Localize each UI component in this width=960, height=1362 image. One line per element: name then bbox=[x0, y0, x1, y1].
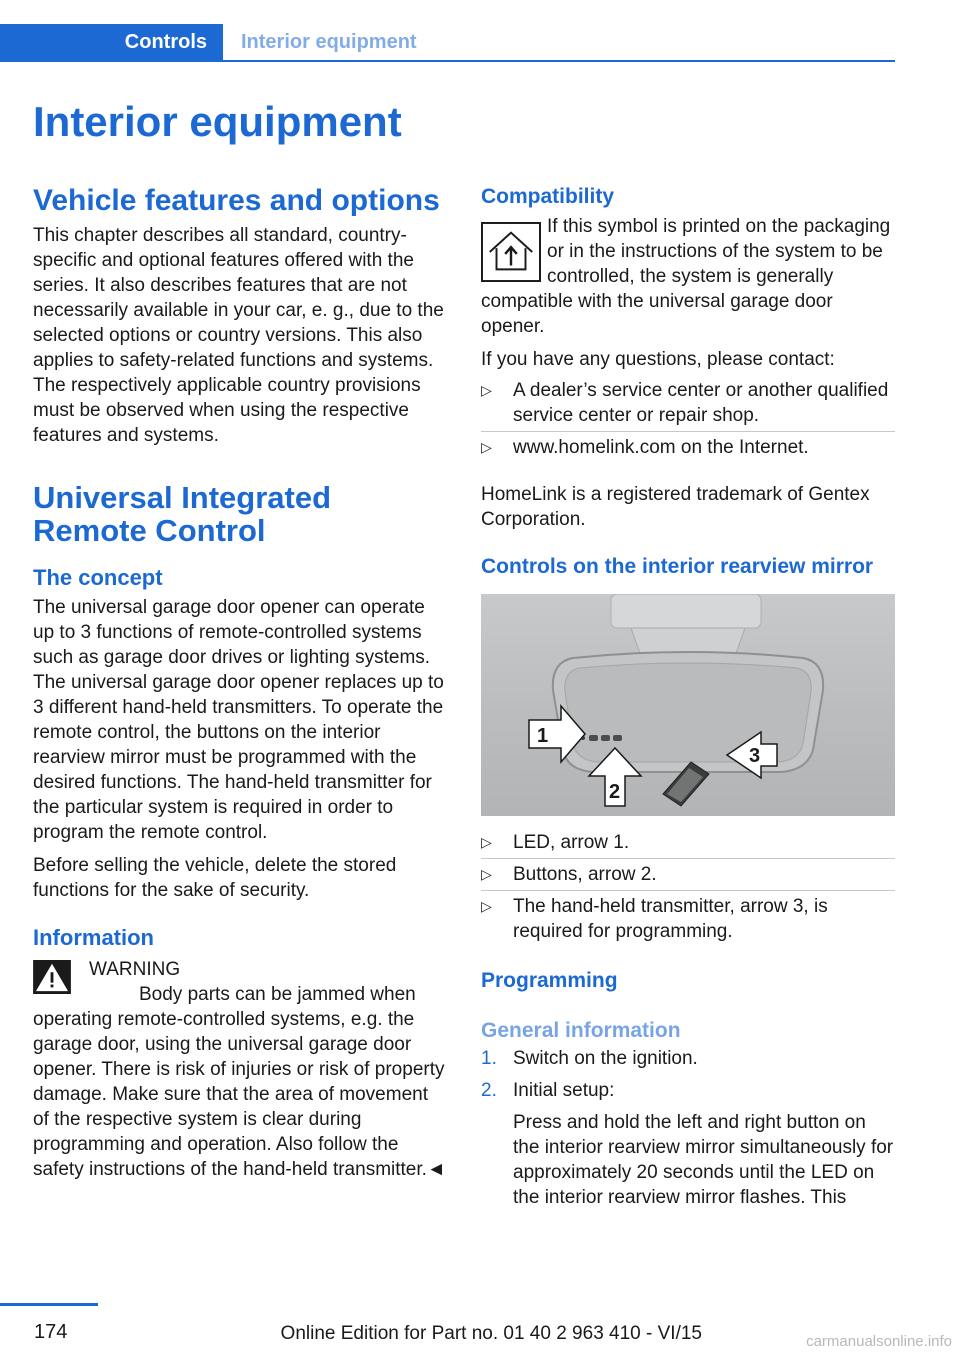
list-item bbox=[481, 1046, 895, 1071]
list-item bbox=[481, 435, 895, 460]
control-item-text: Buttons, arrow 2. bbox=[513, 864, 657, 885]
step-number: 1. bbox=[481, 1048, 497, 1069]
home-upload-icon bbox=[481, 222, 541, 282]
trademark-paragraph: HomeLink is a registered trademark of Gentex Corporation. bbox=[481, 484, 870, 530]
callout-3: 3 bbox=[749, 745, 761, 767]
right-column bbox=[481, 184, 895, 1217]
header-topic-label: Interior equipment bbox=[241, 31, 417, 53]
left-column bbox=[33, 184, 448, 1182]
list-item bbox=[481, 894, 895, 944]
heading-uirc: Universal Integrated Remote Control bbox=[33, 480, 332, 548]
warning-text: Body parts can be jammed when operating remote-controlled systems, e.g. the garage door, using the universal garage door opener. There is risk of injuries or risk of property damage. Make sure that the area of movement of the respective system is clear during programming and operation. Also follow the safety instructions of the hand-held transmitter.◄ bbox=[33, 984, 446, 1180]
page-title: Interior equipment bbox=[33, 98, 402, 145]
contact-item-text: A dealer’s service center or another qualified service center or repair shop. bbox=[513, 380, 889, 426]
compat-paragraph: If this symbol is printed on the packaging or in the instructions of the system to be controlled, the system is generally compatible with the universal garage door opener. bbox=[481, 216, 891, 337]
contacts-list bbox=[481, 378, 895, 460]
control-item-text: LED, arrow 1. bbox=[513, 832, 630, 853]
list-item bbox=[481, 1078, 895, 1210]
step-number: 2. bbox=[481, 1080, 497, 1101]
heading-programming: Programming bbox=[481, 969, 618, 992]
homelink-icon-box bbox=[481, 222, 541, 282]
control-item-text: The hand-held transmitter, arrow 3, is required for programming. bbox=[513, 896, 828, 942]
footer-accent-bar bbox=[0, 1303, 98, 1306]
heading-mirror-controls: Controls on the interior rearview mirror bbox=[481, 555, 874, 578]
header-section-tab[interactable] bbox=[0, 24, 223, 62]
heading-information: Information bbox=[33, 925, 154, 950]
step-text: Switch on the ignition. bbox=[513, 1048, 698, 1069]
warning-triangle-icon bbox=[33, 960, 71, 994]
edition-text: Online Edition for Part no. 01 40 2 963 410 - VI/15 bbox=[280, 1323, 702, 1344]
callout-1: 1 bbox=[537, 725, 549, 747]
rearview-mirror-illustration bbox=[481, 594, 895, 816]
selling-paragraph: Before selling the vehicle, delete the stored functions for the sake of security. bbox=[33, 855, 397, 901]
step-text: Initial setup: bbox=[513, 1080, 615, 1101]
concept-paragraph: The universal garage door opener can operate up to 3 functions of remote-controlled systems such as garage door drives or lighting systems. The universal garage door opener replaces up to 3 different hand-held transmitters. To operate the remote control, the buttons on the interior rearview mirror must be programmed with the desired functions. The hand-held transmitter for the particular system is required in order to program the remote control. bbox=[33, 597, 444, 843]
heading-vehicle-features: Vehicle features and options bbox=[33, 184, 440, 217]
header-topic-tab[interactable] bbox=[223, 24, 895, 62]
step-2-detail: Press and hold the left and right button on the interior rearview mirror simultaneously for approximately 20 seconds until the LED on the interior rearview mirror flashes. This bbox=[513, 1112, 894, 1208]
programming-steps bbox=[481, 1046, 895, 1210]
watermark: carmanualsonline.info bbox=[806, 1333, 952, 1350]
features-paragraph: This chapter describes all standard, country-specific and optional features offered with the series. It also describes features that are not necessarily available in your car, e. g., due to the selected options or country versions. This also applies to safety-related functions and systems. The respectively applicable country provisions must be observed when using the respective features and systems. bbox=[33, 225, 444, 446]
list-item bbox=[481, 378, 895, 428]
mirror-controls-list bbox=[481, 830, 895, 944]
compat-block bbox=[481, 214, 895, 339]
warning-block bbox=[33, 957, 448, 1182]
warning-label: WARNING bbox=[89, 959, 181, 980]
questions-paragraph: If you have any questions, please contact: bbox=[481, 349, 835, 370]
page-number: 174 bbox=[34, 1321, 68, 1343]
list-item bbox=[481, 862, 895, 887]
heading-concept: The concept bbox=[33, 565, 163, 590]
warning-icon-box bbox=[33, 957, 75, 1001]
header-section-label: Controls bbox=[124, 31, 207, 53]
heading-general-information: General information bbox=[481, 1019, 681, 1042]
contact-item-text[interactable]: www.homelink.com on the Internet. bbox=[513, 437, 809, 458]
page-header bbox=[0, 0, 895, 62]
page-footer bbox=[0, 1303, 960, 1362]
heading-compatibility: Compatibility bbox=[481, 185, 615, 208]
list-item bbox=[481, 830, 895, 855]
callout-2: 2 bbox=[609, 781, 621, 803]
mirror-photo bbox=[481, 594, 895, 816]
